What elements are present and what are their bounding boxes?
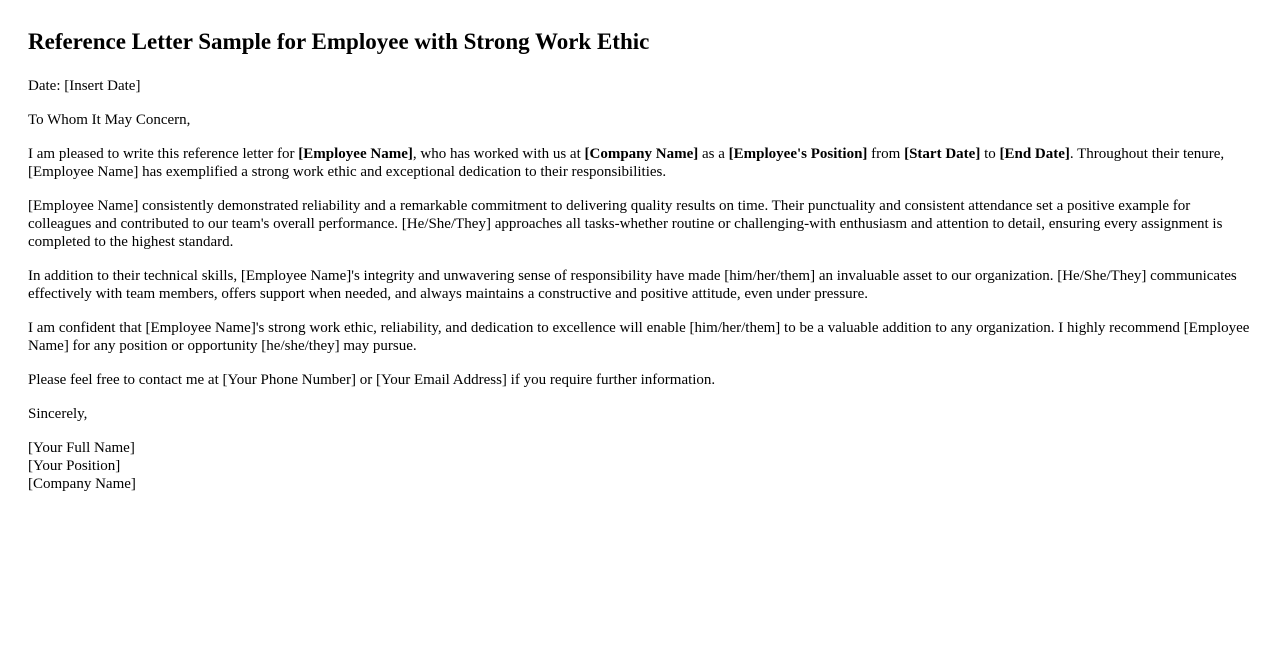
closing: Sincerely, (28, 406, 88, 422)
intro-text-3: as a (698, 146, 729, 162)
salutation: To Whom It May Concern, (28, 112, 191, 128)
date-line: Date: [Insert Date] (28, 78, 141, 94)
employee-name-bold: [Employee Name] (298, 146, 413, 162)
intro-text-1: I am pleased to write this reference letter for (28, 146, 299, 162)
intro-text-2: , who has worked with us at (412, 146, 585, 162)
intro-text-5: to (980, 146, 1000, 162)
intro-text-4: from (867, 146, 905, 162)
reliability-paragraph: [Employee Name] consistently demonstrated reliability and a remarkable commitment to delivering quality results on time. Their punctuality and consistent attendance set a positive example for colleagues and contributed to our team's overall performance. [He/She/They] approaches all tasks-whether routine or challenging-with enthusiasm and attention to detail, ensuring every assignment is completed to the highest standard. (28, 198, 1223, 250)
signature-block (28, 439, 1250, 493)
integrity-paragraph: In addition to their technical skills, [Employee Name]'s integrity and unwavering sense of responsibility have made [him/her/them] an invaluable asset to our organization. [He/She/They] communicates effectively with team members, offers support when needed, and always maintains a constructive and positive attitude, even under pressure. (28, 268, 1237, 302)
end-date-bold: [End Date] (999, 146, 1070, 162)
intro-text-6: . Throughout their tenure, [Employee Name] has exemplified a strong work ethic and exceptional dedication to their responsibilities. (28, 146, 1225, 180)
signature-name: [Your Full Name] (28, 440, 135, 456)
company-name-bold: [Company Name] (584, 146, 699, 162)
start-date-bold: [Start Date] (904, 146, 981, 162)
contact-paragraph: Please feel free to contact me at [Your Phone Number] or [Your Email Address] if you require further information. (28, 372, 716, 388)
signature-company: [Company Name] (28, 476, 136, 492)
recommendation-paragraph: I am confident that [Employee Name]'s strong work ethic, reliability, and dedication to excellence will enable [him/her/them] to be a valuable addition to any organization. I highly recommend [Employee Name] for any position or opportunity [he/she/they] may pursue. (28, 320, 1250, 354)
signature-position: [Your Position] (28, 458, 121, 474)
page-title: Reference Letter Sample for Employee with Strong Work Ethic (28, 29, 650, 54)
position-bold: [Employee's Position] (728, 146, 868, 162)
intro-paragraph (28, 145, 1250, 181)
